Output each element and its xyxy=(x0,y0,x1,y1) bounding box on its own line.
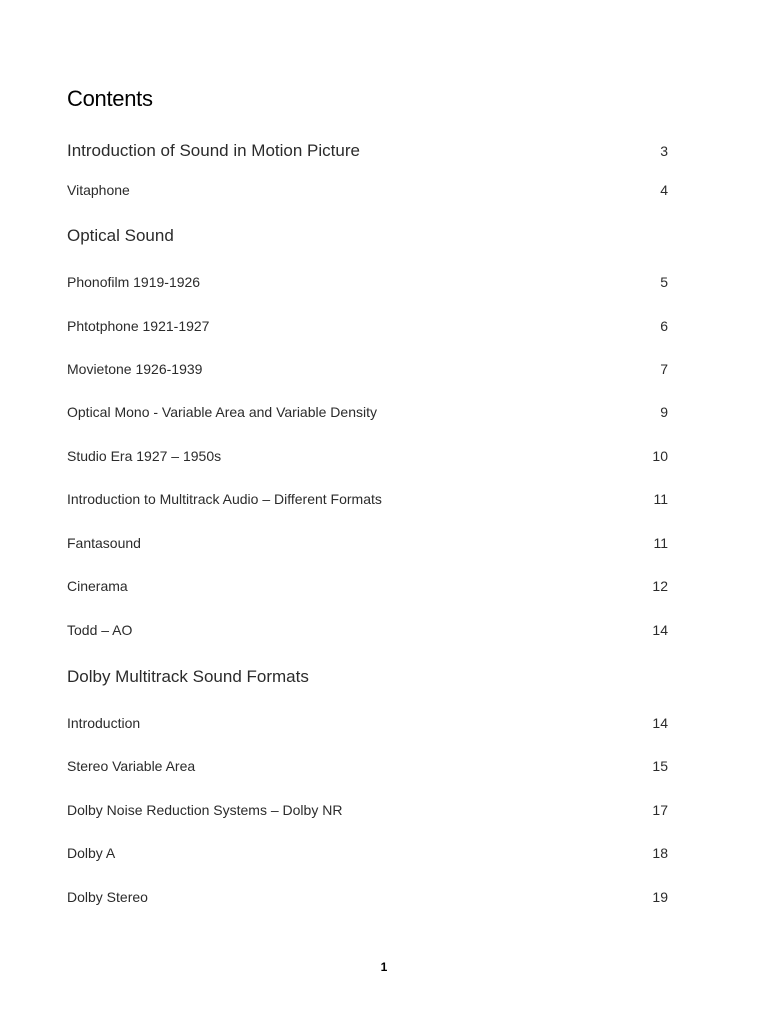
toc-entry-page: 12 xyxy=(652,578,668,594)
toc-entry-row xyxy=(67,889,668,905)
toc-entry-row xyxy=(67,578,668,594)
toc-entry-label: Introduction of Sound in Motion Picture xyxy=(67,141,360,160)
toc-entry-page: 6 xyxy=(660,318,668,334)
toc-entry-label: Introduction to Multitrack Audio – Different Formats xyxy=(67,491,382,507)
toc-entry-row xyxy=(67,491,668,507)
toc-entry-page: 14 xyxy=(652,622,668,638)
toc-entry-row xyxy=(67,361,668,377)
toc-entry-page: 3 xyxy=(660,143,668,159)
toc-entry-row xyxy=(67,274,668,290)
toc-entry-page: 18 xyxy=(652,845,668,861)
toc-title: Contents xyxy=(67,86,153,111)
toc-entry-page: 9 xyxy=(660,404,668,420)
toc-entry-label: Phonofilm 1919-1926 xyxy=(67,274,201,290)
toc-entry-page: 4 xyxy=(660,182,668,198)
toc-entry-label: Dolby Stereo xyxy=(67,889,148,905)
toc-entry-label: Phtotphone 1921-1927 xyxy=(67,318,210,334)
toc-entry-page: 15 xyxy=(652,758,668,774)
toc-entry-page: 11 xyxy=(653,535,668,551)
toc-entry-label: Optical Mono - Variable Area and Variable Density xyxy=(67,404,377,420)
toc-entry-row xyxy=(67,318,668,334)
toc-entry-row xyxy=(67,448,668,464)
toc-entry-label: Optical Sound xyxy=(67,226,174,245)
toc-entry-page: 17 xyxy=(652,802,668,818)
page-number: 1 xyxy=(380,960,388,974)
toc-entry-page: 11 xyxy=(653,491,668,507)
toc-entry-label: Stereo Variable Area xyxy=(67,758,196,774)
toc-section-row xyxy=(67,226,668,246)
toc-entry-page: 5 xyxy=(660,274,668,290)
toc-entry-page: 10 xyxy=(652,448,668,464)
toc-entry-label: Dolby Multitrack Sound Formats xyxy=(67,667,309,686)
toc-entry-label: Movietone 1926-1939 xyxy=(67,361,203,377)
toc-entry-label: Dolby Noise Reduction Systems – Dolby NR xyxy=(67,802,343,818)
toc-entry-page: 7 xyxy=(660,361,668,377)
toc-entry-label: Dolby A xyxy=(67,845,116,861)
toc-entry-row xyxy=(67,622,668,638)
toc-entry-label: Fantasound xyxy=(67,535,141,551)
toc-entry-row xyxy=(67,182,668,198)
toc-entry-label: Todd – AO xyxy=(67,622,133,638)
toc-entry-label: Vitaphone xyxy=(67,182,130,198)
toc-entry-row xyxy=(67,845,668,861)
toc-entry-row xyxy=(67,535,668,551)
toc-entry-label: Introduction xyxy=(67,715,141,731)
toc-entry-row xyxy=(67,404,668,420)
toc-entry-label: Cinerama xyxy=(67,578,128,594)
toc-entry-page: 19 xyxy=(652,889,668,905)
toc-entry-page: 14 xyxy=(652,715,668,731)
toc-section-row xyxy=(67,141,668,161)
toc-entry-row xyxy=(67,715,668,731)
toc-entry-label: Studio Era 1927 – 1950s xyxy=(67,448,222,464)
toc-entry-row xyxy=(67,758,668,774)
toc-section-row xyxy=(67,667,668,687)
toc-entry-row xyxy=(67,802,668,818)
